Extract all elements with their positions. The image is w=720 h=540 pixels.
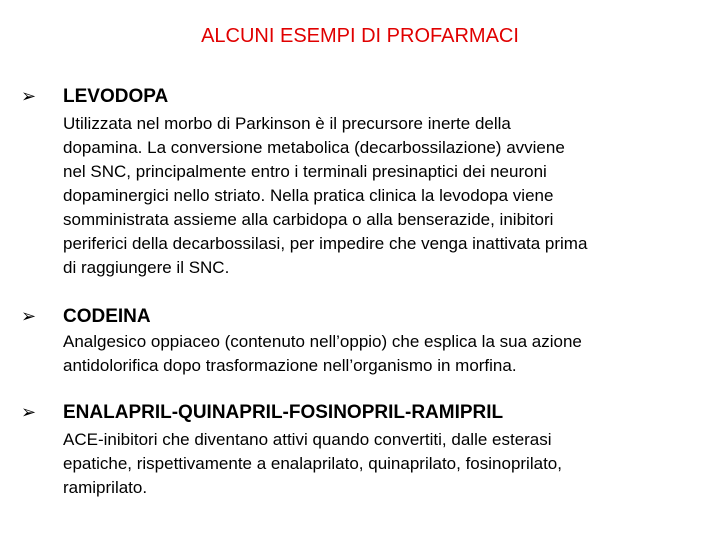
arrow-bullet-icon: ➢ [21, 86, 37, 107]
arrow-bullet-icon: ➢ [21, 402, 37, 423]
description-line: periferici della decarbossilasi, per impedire che venga inattivata prima [63, 234, 588, 253]
item-description [63, 112, 688, 280]
item-description [63, 330, 688, 378]
item-description [63, 428, 688, 500]
item-heading: LEVODOPA [63, 86, 169, 107]
item-heading: CODEINA [63, 306, 151, 327]
description-line: Analgesico oppiaceo (contenuto nell’oppio) che esplica la sua azione [63, 332, 582, 351]
page-title: ALCUNI ESEMPI DI PROFARMACI [201, 25, 519, 47]
description-line: Utilizzata nel morbo di Parkinson è il precursore inerte della [63, 114, 511, 133]
item-heading: ENALAPRIL-QUINAPRIL-FOSINOPRIL-RAMIPRIL [63, 402, 504, 423]
description-line: somministrata assieme alla carbidopa o alla benserazide, inibitori [63, 210, 554, 229]
arrow-bullet-icon: ➢ [21, 306, 37, 327]
description-line: antidolorifica dopo trasformazione nell’organismo in morfina. [63, 356, 517, 375]
description-line: epatiche, rispettivamente a enalaprilato, quinaprilato, fosinoprilato, [63, 454, 562, 473]
description-line: ramiprilato. [63, 478, 148, 497]
description-line: ACE-inibitori che diventano attivi quando convertiti, dalle esterasi [63, 430, 552, 449]
description-line: di raggiungere il SNC. [63, 258, 230, 277]
description-line: nel SNC, principalmente entro i terminali presinaptici dei neuroni [63, 162, 547, 181]
description-line: dopaminergici nello striato. Nella pratica clinica la levodopa viene [63, 186, 554, 205]
description-line: dopamina. La conversione metabolica (decarbossilazione) avviene [63, 138, 565, 157]
